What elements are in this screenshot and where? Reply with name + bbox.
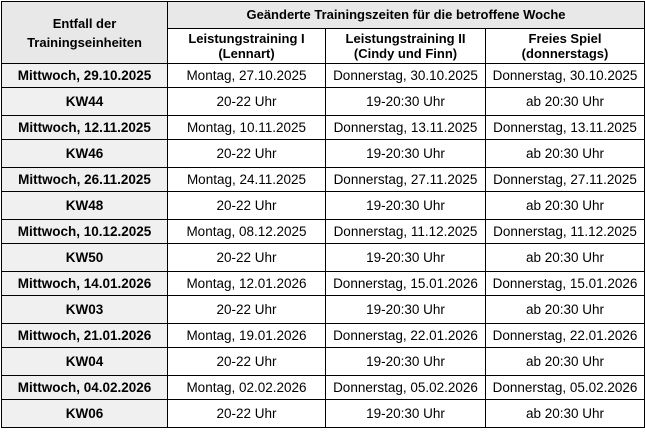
calendar-week: KW50 bbox=[2, 244, 168, 272]
lt1-date: Montag, 10.11.2025 bbox=[168, 116, 326, 140]
lt2-time: 19-20:30 Uhr bbox=[326, 140, 486, 168]
fs-date: Donnerstag, 05.02.2026 bbox=[486, 376, 645, 400]
header-cancelled-sessions bbox=[2, 2, 168, 64]
table-row bbox=[2, 116, 645, 140]
training-schedule-table bbox=[1, 1, 645, 428]
lt1-time: 20-22 Uhr bbox=[168, 88, 326, 116]
cancelled-date: Mittwoch, 21.01.2026 bbox=[2, 324, 168, 348]
fs-date: Donnerstag, 30.10.2025 bbox=[486, 64, 645, 88]
cancelled-date: Mittwoch, 04.02.2026 bbox=[2, 376, 168, 400]
lt1-time: 20-22 Uhr bbox=[168, 400, 326, 428]
calendar-week: KW04 bbox=[2, 348, 168, 376]
lt1-time: 20-22 Uhr bbox=[168, 244, 326, 272]
lt2-date: Donnerstag, 27.11.2025 bbox=[326, 168, 486, 192]
lt2-date: Donnerstag, 15.01.2026 bbox=[326, 272, 486, 296]
calendar-week: KW03 bbox=[2, 296, 168, 324]
header-cancelled-line1: Entfall der bbox=[52, 15, 117, 31]
calendar-week: KW46 bbox=[2, 140, 168, 168]
fs-time: ab 20:30 Uhr bbox=[486, 88, 645, 116]
lt2-time: 19-20:30 Uhr bbox=[326, 348, 486, 376]
lt1-date: Montag, 02.02.2026 bbox=[168, 376, 326, 400]
table-row bbox=[2, 272, 645, 296]
calendar-week: KW44 bbox=[2, 88, 168, 116]
schedule-body bbox=[2, 64, 645, 428]
table-row-continuation bbox=[2, 400, 645, 428]
header-cancelled-line2: Trainingseinheiten bbox=[27, 34, 142, 50]
fs-time: ab 20:30 Uhr bbox=[486, 400, 645, 428]
lt1-date: Montag, 27.10.2025 bbox=[168, 64, 326, 88]
table-row-continuation bbox=[2, 348, 645, 376]
cancelled-date: Mittwoch, 14.01.2026 bbox=[2, 272, 168, 296]
cancelled-date: Mittwoch, 26.11.2025 bbox=[2, 168, 168, 192]
header-fs-line2: (donnerstags) bbox=[521, 46, 609, 61]
header-changed-times: Geänderte Trainingszeiten für die betroffene Woche bbox=[168, 2, 645, 29]
header-leistungstraining-2 bbox=[326, 29, 486, 64]
fs-time: ab 20:30 Uhr bbox=[486, 192, 645, 220]
table-row-continuation bbox=[2, 244, 645, 272]
fs-date: Donnerstag, 11.12.2025 bbox=[486, 220, 645, 244]
calendar-week: KW48 bbox=[2, 192, 168, 220]
cancelled-date: Mittwoch, 12.11.2025 bbox=[2, 116, 168, 140]
header-lt2-line2: (Cindy und Finn) bbox=[353, 46, 458, 61]
lt2-time: 19-20:30 Uhr bbox=[326, 88, 486, 116]
cancelled-date: Mittwoch, 29.10.2025 bbox=[2, 64, 168, 88]
fs-date: Donnerstag, 22.01.2026 bbox=[486, 324, 645, 348]
lt1-date: Montag, 24.11.2025 bbox=[168, 168, 326, 192]
lt2-time: 19-20:30 Uhr bbox=[326, 244, 486, 272]
lt1-time: 20-22 Uhr bbox=[168, 348, 326, 376]
fs-time: ab 20:30 Uhr bbox=[486, 296, 645, 324]
header-lt1-line1: Leistungstraining I bbox=[188, 31, 305, 46]
header-row-top bbox=[2, 2, 645, 29]
calendar-week: KW06 bbox=[2, 400, 168, 428]
fs-date: Donnerstag, 13.11.2025 bbox=[486, 116, 645, 140]
lt1-time: 20-22 Uhr bbox=[168, 192, 326, 220]
table-row-continuation bbox=[2, 88, 645, 116]
lt1-time: 20-22 Uhr bbox=[168, 296, 326, 324]
lt1-date: Montag, 08.12.2025 bbox=[168, 220, 326, 244]
cancelled-date: Mittwoch, 10.12.2025 bbox=[2, 220, 168, 244]
table-row-continuation bbox=[2, 140, 645, 168]
fs-time: ab 20:30 Uhr bbox=[486, 244, 645, 272]
table-row-continuation bbox=[2, 296, 645, 324]
lt1-date: Montag, 12.01.2026 bbox=[168, 272, 326, 296]
table-row bbox=[2, 376, 645, 400]
header-fs-line1: Freies Spiel bbox=[528, 31, 602, 46]
lt2-date: Donnerstag, 30.10.2025 bbox=[326, 64, 486, 88]
table-row bbox=[2, 64, 645, 88]
lt2-time: 19-20:30 Uhr bbox=[326, 400, 486, 428]
lt1-time: 20-22 Uhr bbox=[168, 140, 326, 168]
fs-date: Donnerstag, 15.01.2026 bbox=[486, 272, 645, 296]
fs-date: Donnerstag, 27.11.2025 bbox=[486, 168, 645, 192]
lt2-date: Donnerstag, 22.01.2026 bbox=[326, 324, 486, 348]
fs-time: ab 20:30 Uhr bbox=[486, 348, 645, 376]
lt1-date: Montag, 19.01.2026 bbox=[168, 324, 326, 348]
table-row-continuation bbox=[2, 192, 645, 220]
table-row bbox=[2, 324, 645, 348]
lt2-time: 19-20:30 Uhr bbox=[326, 296, 486, 324]
header-freies-spiel bbox=[486, 29, 645, 64]
fs-time: ab 20:30 Uhr bbox=[486, 140, 645, 168]
lt2-date: Donnerstag, 05.02.2026 bbox=[326, 376, 486, 400]
lt2-date: Donnerstag, 11.12.2025 bbox=[326, 220, 486, 244]
header-leistungstraining-1 bbox=[168, 29, 326, 64]
table-row bbox=[2, 168, 645, 192]
table-row bbox=[2, 220, 645, 244]
lt2-date: Donnerstag, 13.11.2025 bbox=[326, 116, 486, 140]
header-lt1-line2: (Lennart) bbox=[218, 46, 275, 61]
header-lt2-line1: Leistungstraining II bbox=[345, 31, 466, 46]
lt2-time: 19-20:30 Uhr bbox=[326, 192, 486, 220]
